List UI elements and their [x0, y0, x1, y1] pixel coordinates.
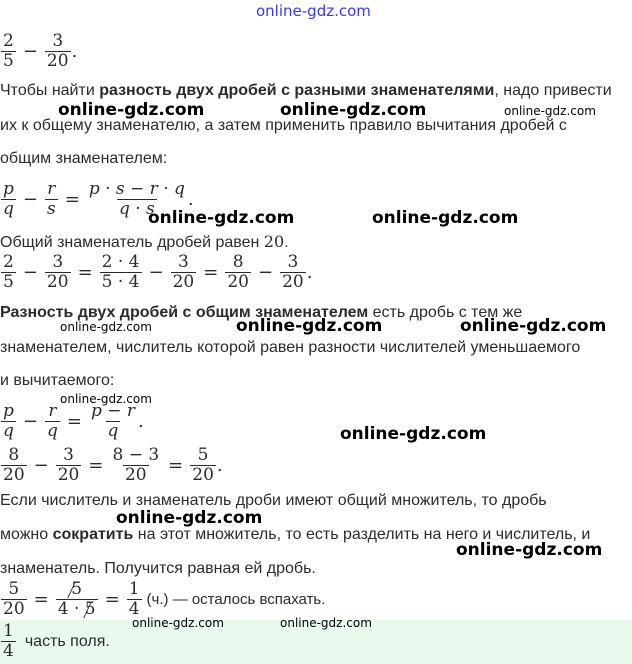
fraction: $\frac{5}{20}$ — [3, 579, 25, 619]
task-expression — [0, 32, 77, 71]
watermark: online-gdz.com — [60, 320, 152, 334]
fraction: $\frac{r}{s}$ — [46, 179, 56, 219]
fraction: $\frac{1}{4}$ — [128, 579, 140, 619]
bold-term: Разность двух дробей с общим знаменателем — [0, 304, 369, 321]
watermark: online-gdz.com — [460, 316, 607, 336]
paragraph-3-line-2: можно сократить на этот множитель, то есть разделить на него и числитель, и — [0, 526, 591, 543]
watermark: online-gdz.com — [236, 316, 383, 336]
watermark: online-gdz.com — [280, 616, 372, 630]
bold-term: сократить — [52, 526, 134, 543]
answer-fraction: $\frac{1}{4}$ — [3, 621, 14, 661]
fraction: $\frac{3}{20}$ — [57, 445, 80, 485]
watermark: online-gdz.com — [372, 208, 519, 228]
fraction: $\frac{p}{q}$ — [3, 179, 14, 219]
fraction: $\frac{3}{20}$ — [46, 252, 69, 292]
paragraph-1-line-2: их к общему знаменателю, а затем применить правило вычитания дробей с — [0, 117, 567, 134]
fraction: $\frac{p - r}{q}$ — [90, 401, 136, 441]
watermark: online-gdz.com — [116, 508, 263, 528]
fraction: $\frac{2 \cdot 4}{5 \cdot 4}$ — [101, 252, 140, 292]
watermark: online-gdz.com — [58, 100, 205, 120]
calculation-2: $\frac{8}{20}$ − $\frac{3}{20}$ = $\frac{8 - 3}{20}$ = $\frac{5}{20}$ . — [3, 445, 223, 485]
watermark: online-gdz.com — [456, 540, 603, 560]
calculation-3: $\frac{5}{20}$ = $\frac{5}{4 \cdot 5}$ = $\frac{1}{4}$ (ч.) — осталось вспахать. — [3, 579, 326, 619]
period: . — [71, 41, 78, 62]
answer-text: часть поля. — [24, 632, 110, 650]
calculation-1: $\frac{2}{5}$ − $\frac{3}{20}$ = $\frac{2 \cdot 4}{5 \cdot 4}$ − $\frac{3}{20}$ = $\frac{8}{20}$ − $\frac{3}{20}$ . — [3, 252, 313, 292]
watermark: online-gdz.com — [148, 208, 295, 228]
common-denominator-text: Общий знаменатель дробей равен 20. — [0, 232, 289, 251]
rule-common-denominator: $\frac{p}{q}$ − $\frac{r}{q}$ = $\frac{p - r}{q}$ . — [3, 401, 144, 441]
fraction-reduced: $\frac{5}{4 \cdot 5}$ — [57, 579, 96, 619]
paragraph-1-line-1: Чтобы найти разность двух дробей с разными знаменателями, надо привести — [0, 82, 612, 99]
fraction: $\frac{p}{q}$ — [3, 401, 14, 441]
fraction: $\frac{3}{20}$ — [282, 252, 304, 292]
fraction: $\frac{3}{20}$ — [46, 31, 69, 71]
fraction: $\frac{5}{20}$ — [192, 445, 214, 485]
paragraph-3-line-1: Если числитель и знаменатель дроби имеют общий множитель, то дробь — [0, 492, 547, 509]
fraction: $\frac{2}{5}$ — [3, 252, 14, 292]
minus-sign: − — [22, 41, 38, 62]
watermark: online-gdz.com — [504, 104, 596, 118]
watermark: online-gdz.com — [340, 424, 487, 444]
fraction: $\frac{3}{20}$ — [172, 252, 195, 292]
bold-term: разность двух дробей с разными знаменателями — [99, 82, 495, 99]
fraction: $\frac{8 - 3}{20}$ — [112, 445, 160, 485]
paragraph-2-line-3: и вычитаемого: — [0, 372, 115, 389]
fraction: $\frac{8}{20}$ — [227, 252, 249, 292]
fraction: $\frac{2}{5}$ — [3, 31, 14, 71]
watermark: online-gdz.com — [132, 616, 224, 630]
calculation-3-tail: (ч.) — осталось вспахать. — [146, 591, 326, 608]
fraction: $\frac{8}{20}$ — [3, 445, 25, 485]
answer-line — [0, 622, 110, 661]
common-denominator-value: 20 — [263, 232, 285, 251]
paragraph-1-line-3: общим знаменателем: — [0, 150, 168, 167]
paragraph-2-line-2: знаменателем, числитель которой равен разности числителей уменьшаемого — [0, 339, 581, 356]
watermark-top: online-gdz.com — [256, 2, 371, 20]
paragraph-3-line-3: знаменатель. Получится равная ей дробь. — [0, 560, 316, 577]
fraction: $\frac{p \cdot s - r \cdot q}{q \cdot s}$ — [88, 179, 185, 219]
watermark: online-gdz.com — [60, 392, 152, 406]
fraction: $\frac{r}{q}$ — [46, 401, 58, 441]
watermark: online-gdz.com — [280, 100, 427, 120]
paragraph-2-line-1: Разность двух дробей с общим знаменателем есть дробь с тем же — [0, 304, 523, 321]
rule-different-denominators: $\frac{p}{q}$ − $\frac{r}{s}$ = $\frac{p \cdot s - r \cdot q}{q \cdot s}$ . — [3, 179, 194, 219]
